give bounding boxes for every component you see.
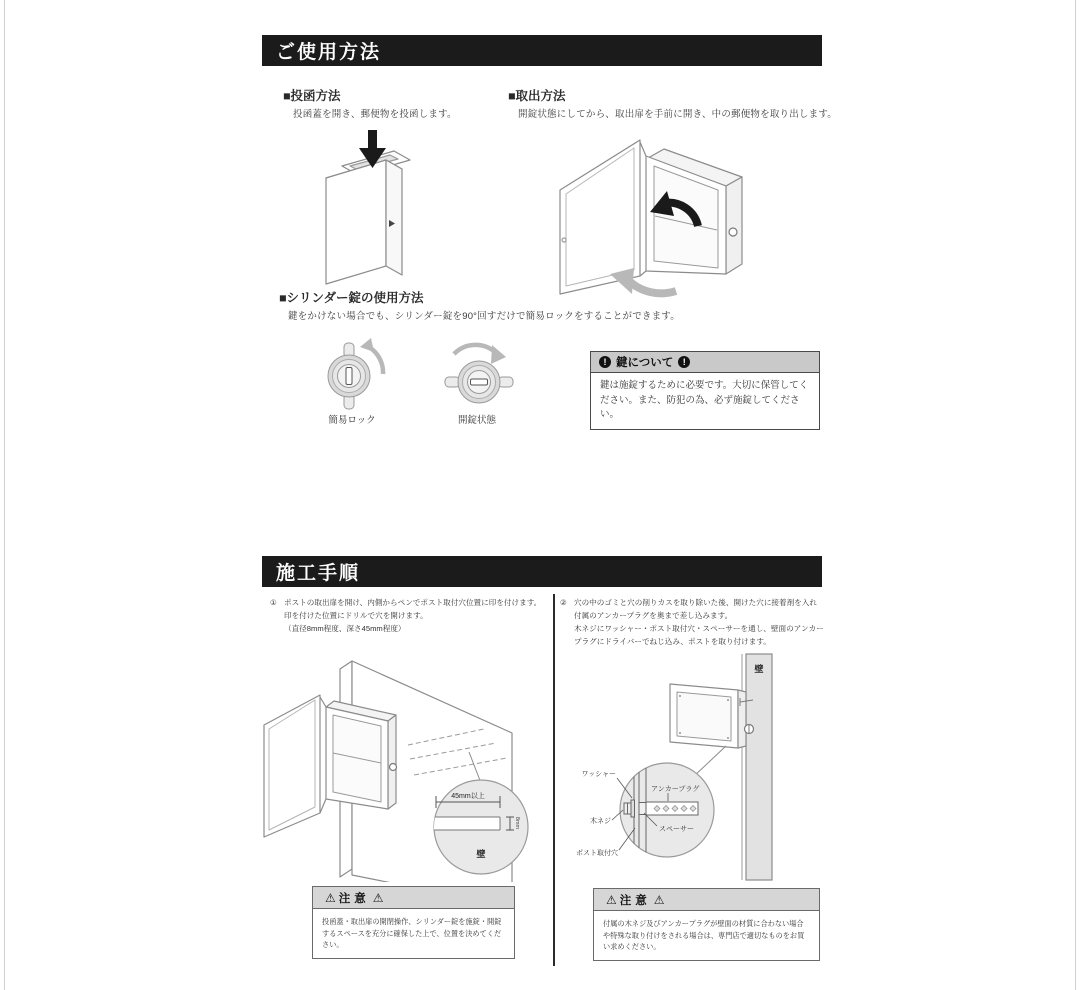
step-line: 印を付けた位置にドリルで穴を開けます。 bbox=[284, 611, 428, 620]
install-step-2 bbox=[560, 596, 830, 648]
anchor-plug-label: アンカープラグ bbox=[651, 786, 700, 793]
lock-dial-unlocked-diagram bbox=[432, 340, 526, 412]
wall-label: 壁 bbox=[754, 664, 764, 674]
lock-dial-locked-diagram bbox=[307, 338, 401, 412]
install-section-title: 施工手順 bbox=[276, 563, 361, 584]
step-line: （直径8mm程度、深さ45mm程度） bbox=[284, 624, 406, 633]
wall-bar bbox=[746, 654, 772, 880]
step-number: ② bbox=[560, 598, 567, 607]
mailbox-side-view bbox=[670, 684, 754, 748]
mounting-hole-label: ポスト取付穴 bbox=[576, 850, 618, 857]
caution-title: 注意 bbox=[619, 894, 651, 907]
warning-triangle-icon: ⚠ bbox=[325, 890, 336, 905]
usage-section-header bbox=[262, 35, 822, 66]
anchor-detail-circle bbox=[576, 760, 714, 860]
install-diagram-wall-drilling bbox=[260, 645, 552, 882]
spacer-label: スペーサー bbox=[659, 826, 694, 833]
step-number: ① bbox=[270, 598, 277, 607]
exclamation-circle-icon: ! bbox=[678, 356, 690, 368]
photo-edge-left bbox=[4, 0, 5, 990]
open-mailbox-diagram bbox=[552, 128, 757, 308]
cylinder-heading: ■シリンダー錠の使用方法 bbox=[279, 291, 424, 305]
lock-locked-label: 簡易ロック bbox=[328, 415, 376, 426]
key-notice-box bbox=[590, 351, 820, 430]
caution-title: 注意 bbox=[338, 892, 370, 905]
wood-screw-label: 木ネジ bbox=[590, 818, 611, 825]
warning-triangle-icon: ⚠ bbox=[653, 892, 665, 907]
install-step-1 bbox=[270, 596, 552, 635]
washer-part bbox=[631, 800, 635, 817]
hole-diameter-label: 8mm bbox=[514, 816, 520, 830]
step-line: 穴の中のゴミと穴の削りカスを取り除いた後、開けた穴に接着剤を入れ bbox=[574, 598, 817, 607]
step-line: 付属のアンカープラグを奥まで差し込みます。 bbox=[574, 611, 733, 620]
caution-box-parts bbox=[593, 888, 820, 961]
step-line: プラグにドライバーでねじ込み、ポストを取り付けます。 bbox=[574, 637, 771, 646]
step-line: ポストの取出扉を開け、内側からペンでポスト取付穴位置に印を付けます。 bbox=[284, 598, 542, 607]
closed-mailbox-diagram bbox=[318, 128, 428, 293]
cylinder-text: 鍵をかけない場合でも、シリンダー錠を90°回すだけで簡易ロックをすることができます。 bbox=[288, 311, 680, 322]
exclamation-circle-icon: ! bbox=[599, 356, 611, 368]
column-divider bbox=[553, 594, 555, 966]
caution-header bbox=[313, 887, 514, 909]
key-notice-title: 鍵について bbox=[616, 357, 674, 369]
caution-text: 投函蓋・取出扉の開閉操作、シリンダー錠を施錠・開錠するスペースを充分に確保した上で、位置を決めてください。 bbox=[322, 917, 502, 949]
usage-section-title: ご使用方法 bbox=[276, 42, 382, 63]
keyhole-vertical bbox=[346, 368, 352, 385]
photo-edge-right bbox=[1075, 0, 1076, 990]
washer-label: ワッシャー bbox=[581, 771, 616, 778]
lock-unlocked-label: 開錠状態 bbox=[457, 415, 496, 426]
caution-box-placement bbox=[312, 886, 515, 959]
door-knob bbox=[729, 228, 737, 236]
post-method-heading: ■投函方法 bbox=[283, 89, 341, 103]
key-notice-header bbox=[591, 352, 819, 373]
takeout-method-text: 開錠状態にしてから、取出扉を手前に開き、中の郵便物を取り出します。 bbox=[518, 109, 837, 120]
dimension-label: 45mm以上 bbox=[451, 793, 485, 800]
keyhole-horizontal bbox=[471, 379, 488, 385]
wall-label: 壁 bbox=[476, 849, 486, 859]
spacer-part bbox=[639, 803, 646, 815]
install-section-header bbox=[262, 556, 822, 587]
caution-header bbox=[594, 889, 819, 911]
install-diagram-anchor-mounting bbox=[556, 650, 828, 885]
warning-triangle-icon: ⚠ bbox=[372, 890, 384, 905]
key-notice-text: 鍵は施錠するために必要です。大切に保管してください。また、防犯の為、必ず施錠してください。 bbox=[600, 380, 809, 420]
caution-text: 付属の木ネジ及びアンカープラグが壁面の材質に合わない場合や特殊な取り付けをされる場合は、専門店で適切なものをお買い求めください。 bbox=[603, 919, 805, 951]
post-method-text: 投函蓋を開き、郵便物を投函します。 bbox=[293, 109, 457, 120]
takeout-method-heading: ■取出方法 bbox=[508, 89, 566, 103]
step-line: 木ネジにワッシャー・ポスト取付穴・スペーサーを通し、壁面のアンカー bbox=[574, 624, 824, 633]
warning-triangle-icon: ⚠ bbox=[606, 892, 617, 907]
